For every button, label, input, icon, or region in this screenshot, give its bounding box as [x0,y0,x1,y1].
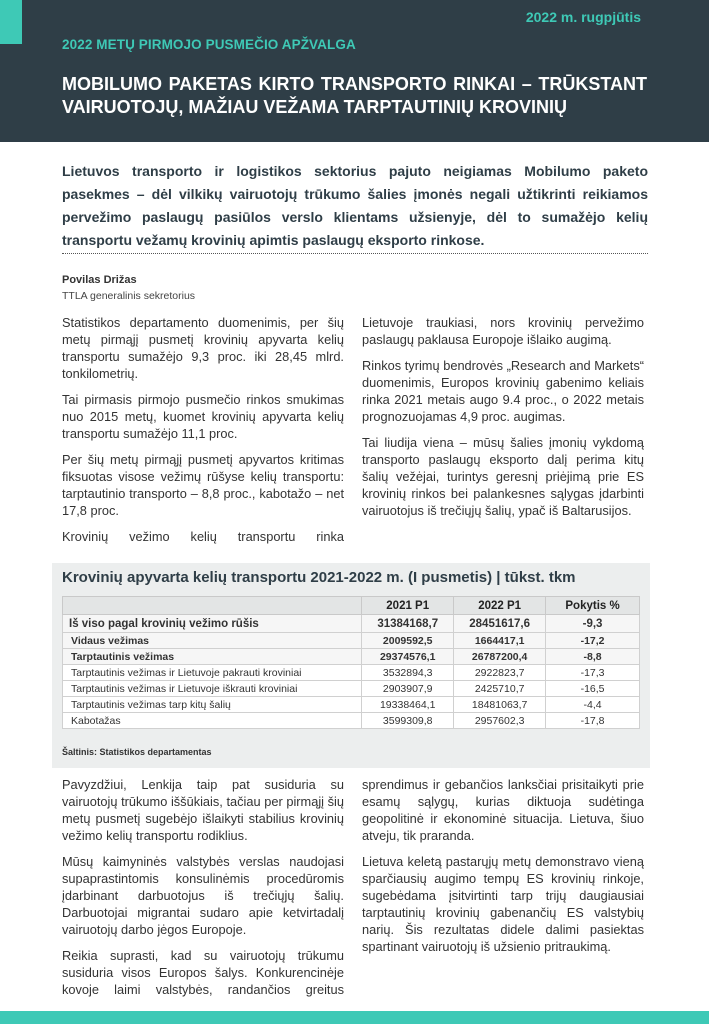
paragraph: Lietuva keletą pastarųjų metų demonstravo vieną sparčiausių augimo tempų ES krovinių rinkoje, sugebėdama įsitvirtinti tarp trijų daugiausiai tarptautinių krovinių gabenančių ES valstybių narių. Šis rezultatas didele dalimi pasiektas spartinant vairuotojų iš užsienio pritraukimą. [362,854,644,954]
header-banner [0,0,709,142]
value-2021: 2009592,5 [362,633,454,649]
table-source: Šaltinis: Statistikos departamentas [62,747,212,757]
table-row [63,633,640,649]
table-row [63,681,640,697]
row-label: Tarptautinis vežimas [63,649,362,665]
paragraph: Tai pirmasis pirmojo pusmečio rinkos smukimas nuo 2015 metų, kuomet krovinių apyvarta kelių transportu sumažėjo 11,1 proc. [62,392,344,441]
paragraph: Statistikos departamento duomenimis, per šių metų pirmąjį pusmetį krovinių apyvarta kelių transportu sumažėjo 9,3 proc. iki 28,45 mlrd. tonkilometrių. [62,315,344,381]
table-row [63,649,640,665]
change-percent: -8,8 [546,649,640,665]
paragraph: Lietuvoje traukiasi, nors krovinių pervežimo paslaugų paklausa Europoje išlaiko augimą. [362,315,644,347]
section-title: 2022 METŲ PIRMOJO PUSMEČIO APŽVALGA [62,37,356,52]
column-header: 2022 P1 [454,597,546,615]
value-2022: 26787200,4 [454,649,546,665]
row-label: Iš viso pagal krovinių vežimo rūšis [63,615,362,633]
row-label: Tarptautinis vežimas ir Lietuvoje iškrauti kroviniai [63,681,362,697]
value-2022: 2922823,7 [454,665,546,681]
table-row [63,665,640,681]
table-row [63,713,640,729]
change-percent: -16,5 [546,681,640,697]
text-column-1 [62,314,344,554]
change-percent: -4,4 [546,697,640,713]
page-title: MOBILUMO PAKETAS KIRTO TRANSPORTO RINKAI – TRŪKSTANT VAIRUOTOJŲ, MAŽIAU VEŽAMA TARPTAUTINIŲ KROVINIŲ [62,74,647,117]
paragraph: Reikia suprasti, kad su vairuotojų trūkumu susiduria visos Europos šalys. Konkurencinėje kovoje laimi valstybės, randančios greitus [62,948,344,997]
value-2021: 3599309,8 [362,713,454,729]
paragraph: Mūsų kaimyninės valstybės verslas naudojasi supaprastintomis konsulinėmis procedūromis įdarbinant darbuotojus iš trečiųjų šalių. Darbuotojai migrantai sudaro apie ketvirtadalį vairuotojų darbo jėgos Europoje. [62,854,344,937]
paragraph: Per šių metų pirmąjį pusmetį apyvartos kritimas fiksuotas visose vežimų rūšyse kelių transportu: tarptautinio transporto – 8,8 proc., kabotažo – net 17,8 proc. [62,452,344,518]
value-2022: 28451617,6 [454,615,546,633]
author-role: TTLA generalinis sekretorius [62,290,196,302]
statistics-table-panel [52,563,650,768]
issue-date: 2022 m. rugpjūtis [525,9,641,25]
row-label: Kabotažas [63,713,362,729]
value-2021: 19338464,1 [362,697,454,713]
author-name: Povilas Drižas [62,274,137,286]
change-percent: -17,8 [546,713,640,729]
column-header: Pokytis % [546,597,640,615]
divider [62,253,648,254]
paragraph: Krovinių vežimo kelių transportu rinka [62,529,344,544]
text-column-3 [62,776,344,1007]
text-column-4 [362,776,644,964]
paragraph: sprendimus ir gebančios lanksčiai prisitaikyti prie esamų sąlygų, kurias diktuoja sudėtinga geopolitinė ir ekonominė situacija. Lietuva, šiuo atveju, tik praranda. [362,777,644,843]
row-label: Vidaus vežimas [63,633,362,649]
lead-paragraph: Lietuvos transporto ir logistikos sektorius pajuto neigiamas Mobilumo paketo pasekmes – dėl vilkikų vairuotojų trūkumo šalies įmonės negali užtikrinti reikiamos pervežimo paslaugų pasiūlos verslo klientams užsienyje, dėl to sumažėjo kelių transportu vežamų krovinių apimtis paslaugų eksporto rinkose. [62,163,648,248]
value-2021: 2903907,9 [362,681,454,697]
accent-bar [0,0,22,44]
row-label: Tarptautinis vežimas ir Lietuvoje pakrauti kroviniai [63,665,362,681]
column-header [63,597,362,615]
value-2022: 2425710,7 [454,681,546,697]
value-2021: 31384168,7 [362,615,454,633]
value-2021: 3532894,3 [362,665,454,681]
value-2022: 2957602,3 [454,713,546,729]
change-percent: -9,3 [546,615,640,633]
table-title: Krovinių apyvarta kelių transportu 2021-2022 m. (I pusmetis) | tūkst. tkm [62,569,576,586]
footer-bar [0,1011,709,1024]
paragraph: Tai liudija viena – mūsų šalies įmonių vykdomą transporto paslaugų eksporto dalį perima kitų šalių vežėjai, turintys geresnį priėjimą prie ES krovinių rinkos bei palankesnes sąlygas įdarbinti vairuotojus iš trečiųjų šalių, ypač iš Baltarusijos. [362,435,644,518]
table-header-row [63,597,640,615]
text-column-2 [362,314,644,528]
table-row [63,697,640,713]
column-header: 2021 P1 [362,597,454,615]
statistics-table [62,596,640,729]
table-row [63,615,640,633]
paragraph: Pavyzdžiui, Lenkija taip pat susiduria su vairuotojų trūkumo iššūkiais, tačiau per pirmąjį šių metų pusmetį sugebėjo išlaikyti stabilius krovinių vežimo kelių transportu rodiklius. [62,777,344,843]
value-2022: 1664417,1 [454,633,546,649]
paragraph: Rinkos tyrimų bendrovės „Research and Markets“ duomenimis, Europos krovinių gabenimo keliais rinka 2021 metais augo 9.4 proc., o 2022 metais prognozuojamas 4,9 proc. augimas. [362,358,644,424]
change-percent: -17,2 [546,633,640,649]
value-2022: 18481063,7 [454,697,546,713]
value-2021: 29374576,1 [362,649,454,665]
row-label: Tarptautinis vežimas tarp kitų šalių [63,697,362,713]
change-percent: -17,3 [546,665,640,681]
